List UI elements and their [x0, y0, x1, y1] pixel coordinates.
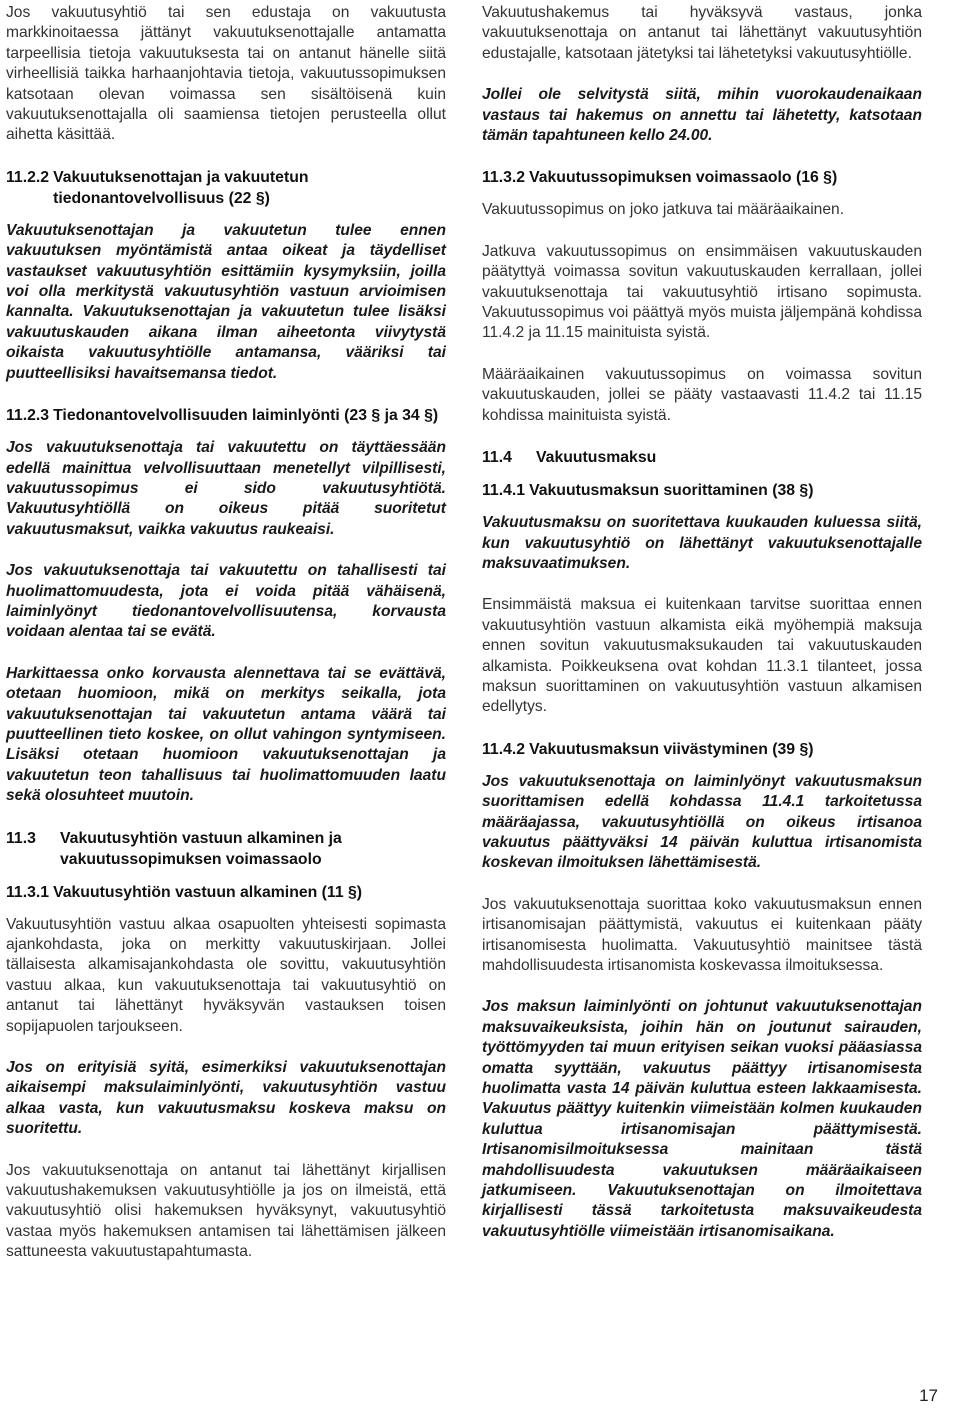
paragraph: Jos maksun laiminlyönti on johtunut vakuutuksenottajan maksuvaikeuksista, joihin hän on joutunut sairauden, työttömyyden tai muun erityisen seikan vuoksi pääasiassa omatta syyttään, vakuutus päättyy irtisanomisesta huolimatta vasta 14 päivän kuluttua esteen lakkaamisesta. Vakuutus päättyy kuitenkin viimeistään kolmen kuukauden kuluttua irtisanomisajan päättymisestä. Irtisanomisilmoituksessa mainitaan tästä mahdollisuudesta vakuutuksen määräaikaiseen jatkumiseen. Vakuutuksenottajan on ilmoitettava kirjallisesti tässä tarkoitetusta maksuvaikeudesta vakuutusyhtiölle viimeistään irtisanomisaikana.	[482, 998, 922, 1240]
paragraph: Vakuutushakemus tai hyväksyvä vastaus, jonka vakuutuksenottaja on antanut tai lähettänyt vakuutusyhtiön edustajalle, katsotaan jätetyksi tai lähetetyksi vakuutusyhtiölle.	[482, 4, 922, 62]
heading-title: Vakuutuksenottajan ja vakuutetun tiedonantovelvollisuus (22 §)	[53, 168, 309, 207]
heading-title: Vakuutusmaksun viivästyminen (39 §)	[529, 740, 814, 758]
heading-11-2-3	[6, 405, 446, 426]
paragraph: Määräaikainen vakuutussopimus on voimassa sovitun vakuutuskauden, jollei se pääty vastaavasti 11.4.2 tai 11.15 kohdissa mainituista syistä.	[482, 365, 922, 424]
paragraph: Vakuutusyhtiön vastuu alkaa osapuolten yhteisesti sopimasta ajankohdasta, joka on merkitty vakuutuskirjaan. Jollei tällaisesta alkamisajankohdasta ole sovittu, vakuutusyhtiön vastuu alkaa, kun vakuutuksenottaja tai vakuutusyhtiö on antanut tai lähettänyt hyväksyvän vastauksen toisen sopijapuolen tarjoukseen.	[6, 915, 446, 1035]
paragraph: Jos vakuutuksenottaja tai vakuutettu on täyttäessään edellä mainittua velvollisuuttaan menetellyt vilpillisesti, vakuutussopimus ei sido vakuutusyhtiötä. Vakuutusyhtiöllä on oikeus pitää suoritetut vakuutusmaksut, vaikka vakuutus raukeaisi.	[6, 439, 446, 538]
heading-number: 11.4.2	[482, 740, 526, 758]
heading-11-2-2	[6, 167, 446, 209]
paragraph: Jollei ole selvitystä siitä, mihin vuorokaudenaikaan vastaus tai hakemus on annettu tai lähetetty, katsotaan tämän tapahtuneen kello 24.00.	[482, 86, 922, 145]
heading-number: 11.4	[482, 449, 512, 467]
paragraph: Jatkuva vakuutussopimus on ensimmäisen vakuutuskauden päätyttyä voimassa sovitun vakuutuskauden kerrallaan, jollei vakuutuksenottaja tai vakuutusyhtiö irtisano sopimusta. Vakuutussopimus voi päättyä myös muista jäljempänä kohdissa 11.4.2 ja 11.15 mainituista syistä.	[482, 242, 922, 342]
paragraph: Jos vakuutuksenottaja on laiminlyönyt vakuutusmaksun suorittamisen edellä kohdassa 11.4.1 tarkoitetussa määräajassa, vakuutusyhtiöllä on oikeus irtisanoa vakuutus päättyväksi 14 päivän kuluttua irtisanomista koskevan ilmoituksen lähettämisestä.	[482, 772, 922, 872]
heading-number: 11.3	[6, 829, 36, 847]
heading-title: Vakuutusmaksun suorittaminen (38 §)	[529, 482, 814, 500]
heading-number: 11.3.2	[482, 169, 526, 187]
heading-11-3-1	[6, 882, 446, 903]
heading-number: 11.3.1	[6, 883, 50, 901]
heading-number: 11.4.1	[482, 482, 526, 500]
paragraph: Harkittaessa onko korvausta alennettava tai se evättävä, otetaan huomioon, mikä on merkitys seikalla, jota vakuutuksenottajan tai vakuutetun antama väärä tai puutteellinen tieto koskee, on ollut vahingon syntymiseen. Lisäksi otetaan huomioon vakuutuksenottajan ja vakuutetun teon tahallisuus tai huolimattomuuden laatu sekä olosuhteet muutoin.	[6, 664, 446, 805]
left-column	[6, 3, 446, 1263]
paragraph: Vakuutuksenottajan ja vakuutetun tulee ennen vakuutuksen myöntämistä antaa oikeat ja täydelliset vastaukset vakuutusyhtiön esittämiin kysymyksiin, joilla voi olla merkitystä vakuutusyhtiön vastuun arvioimisen kannalta. Vakuutuksenottajan ja vakuutetun tulee lisäksi vakuutuskauden aikana ilman aiheetonta viivytystä oikaista vakuutusyhtiölle antamansa, vääriksi tai puutteellisiksi havaitsemansa tiedot.	[6, 221, 446, 382]
heading-title: Tiedonantovelvollisuuden laiminlyönti (23 § ja 34 §)	[53, 407, 439, 425]
heading-11-4	[482, 447, 922, 468]
paragraph: Jos vakuutuksenottaja suorittaa koko vakuutusmaksun ennen irtisanomisajan päättymistä, vakuutus ei kuitenkaan pääty irtisanomisesta huolimatta. Vakuutusyhtiö mainitsee tästä mahdollisuudesta irtisanomista koskevassa ilmoituksessa.	[482, 895, 922, 974]
paragraph: Ensimmäistä maksua ei kuitenkaan tarvitse suorittaa ennen vakuutusyhtiön vastuun alkamista eikä myöhempiä maksuja ennen sovitun vakuutusmaksukauden tai vakuutuskauden alkamista. Poikkeuksena ovat kohdan 11.3.1 tilanteet, jossa maksun suorittaminen on vakuutusyhtiön vastuun alkamisen edellytys.	[482, 596, 922, 716]
heading-title: Vakuutusyhtiön vastuun alkaminen ja vakuutussopimuksen voimassaolo	[60, 829, 342, 868]
paragraph: Vakuutusmaksu on suoritettava kuukauden kuluessa siitä, kun vakuutusyhtiö on lähettänyt vakuutuksenottajalle maksuvaatimuksen.	[482, 514, 922, 572]
right-column	[482, 3, 922, 1242]
heading-title: Vakuutusyhtiön vastuun alkaminen (11 §)	[53, 883, 363, 901]
heading-11-3	[6, 828, 446, 870]
heading-11-4-2	[482, 739, 922, 760]
page-number: 17	[919, 1386, 938, 1405]
paragraph: Vakuutussopimus on joko jatkuva tai määräaikainen.	[482, 201, 845, 219]
heading-number: 11.2.2	[6, 168, 50, 186]
heading-title: Vakuutusmaksu	[536, 449, 657, 467]
paragraph: Jos vakuutusyhtiö tai sen edustaja on vakuutusta markkinoitaessa jättänyt vakuutuksenottajalle antamatta tarpeellisia tietoja vakuutuksesta tai on antanut hänelle siitä virheellisiä taikka harhaanjohtavia tietoja, vakuutussopimuksen katsotaan olevan voimassa sen sisältöisenä kuin vakuutuksenottajalla oli saamiensa tietojen perusteella ollut aihetta käsittää.	[6, 4, 446, 144]
heading-title: Vakuutussopimuksen voimassaolo (16 §)	[529, 169, 838, 187]
heading-11-4-1	[482, 480, 922, 501]
paragraph: Jos vakuutuksenottaja tai vakuutettu on tahallisesti tai huolimattomuudesta, jota ei voida pitää vähäisenä, laiminlyönyt tiedonantovelvollisuutensa, korvausta voidaan alentaa tai se evätä.	[6, 562, 446, 641]
paragraph: Jos vakuutuksenottaja on antanut tai lähettänyt kirjallisen vakuutushakemuksen vakuutusyhtiölle ja jos on ilmeistä, että vakuutusyhtiö olisi hakemuksen hyväksynyt, vakuutusyhtiö vastaa myös hakemuksen antamisen tai lähettämisen jälkeen sattuneesta vakuutustapahtumasta.	[6, 1161, 446, 1261]
paragraph: Jos on erityisiä syitä, esimerkiksi vakuutuksenottajan aikaisempi maksulaiminlyönti, vakuutusyhtiön vastuu alkaa vasta, kun vakuutusmaksu koskeva maksu on suoritettu.	[6, 1059, 446, 1138]
heading-11-3-2	[482, 167, 922, 188]
heading-number: 11.2.3	[6, 407, 50, 425]
